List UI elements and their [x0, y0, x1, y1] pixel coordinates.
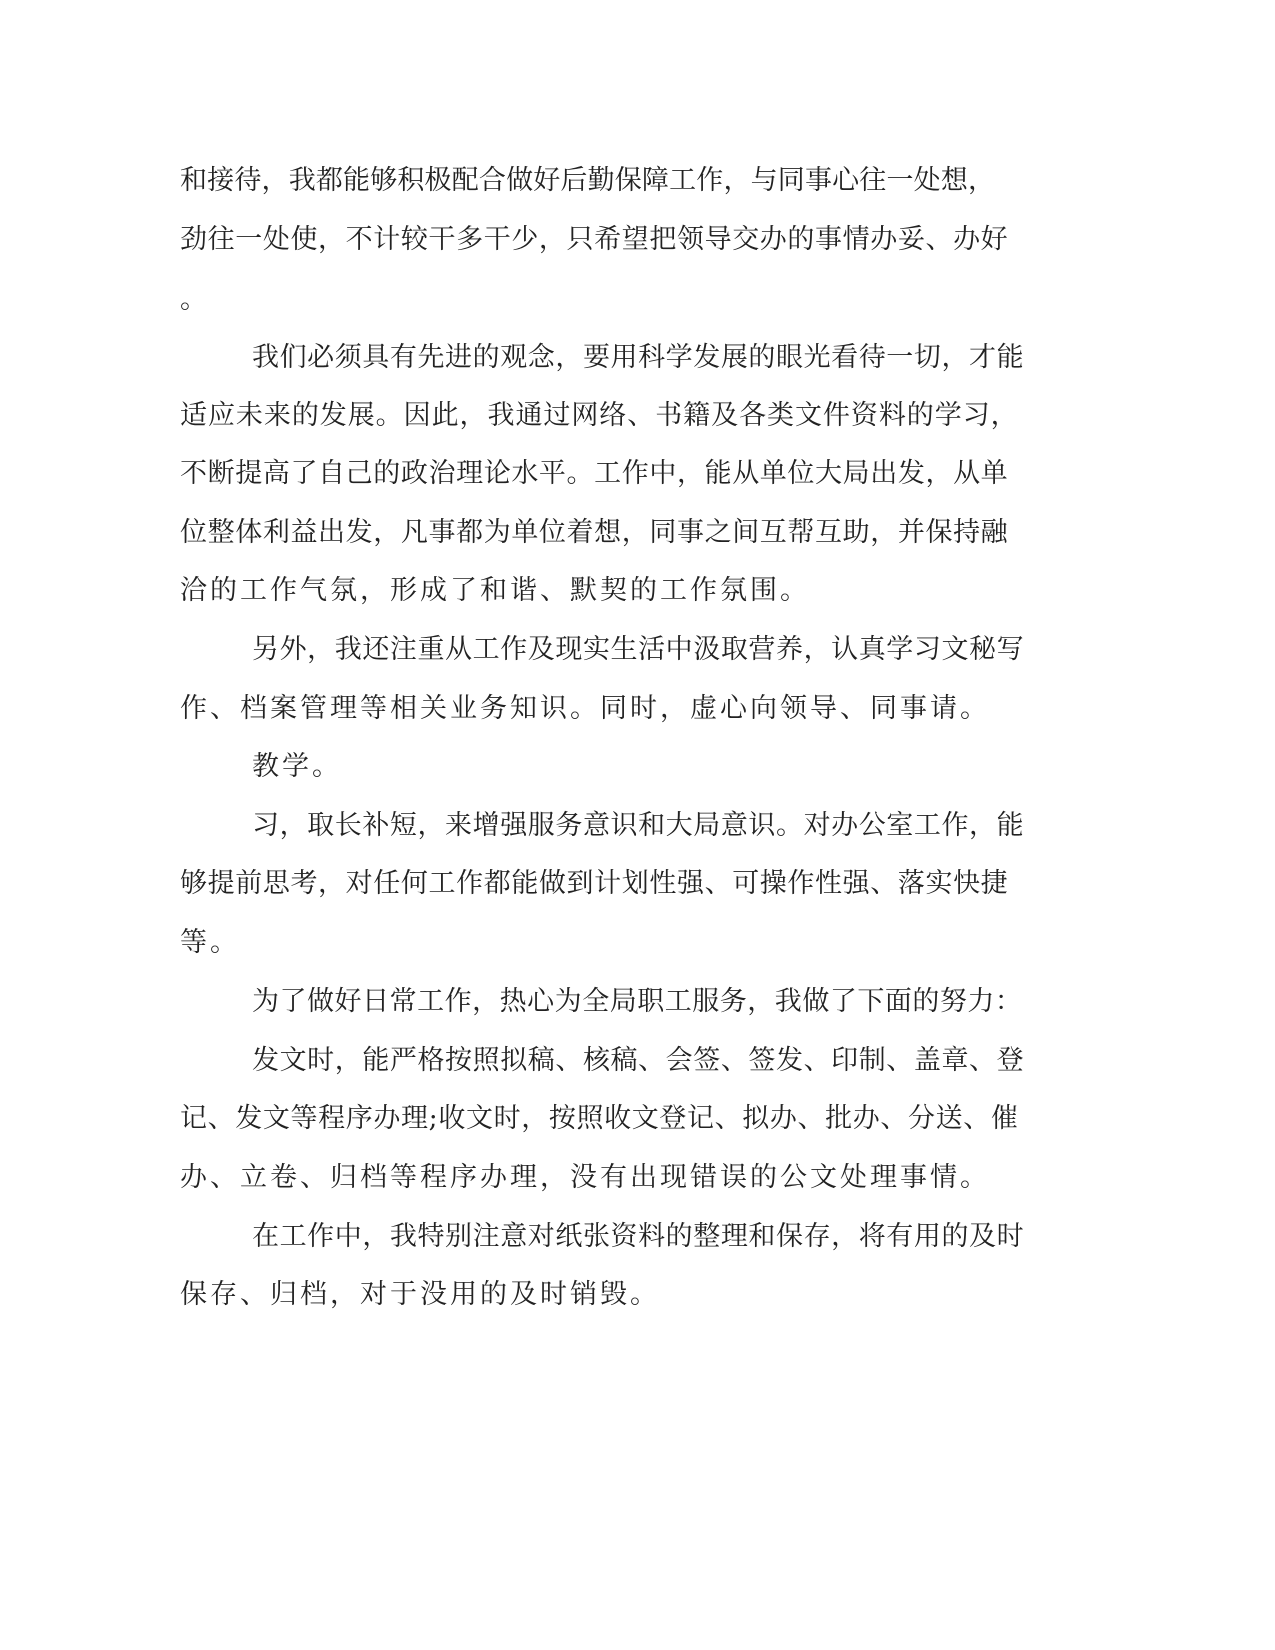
text-line: 在 工 作 中 ， 我 特 别 注 意 对 纸 张 资 料 的 整 理 和 保 存 ， 将 有 用 的 及 时 [252, 1221, 1024, 1252]
text-line: 够 提 前 思 考 ， 对 任 何 工 作 都 能 做 到 计 划 性 强 、 可 操 作 性 强 、 落 实 快 捷 [180, 868, 1008, 899]
text-line: 为 了 做 好 日 常 工 作 ， 热 心 为 全 局 职 工 服 务 ， 我 做 了 下 面 的 努 力 ： [252, 986, 1022, 1017]
text-line: 作、档案管理等相关业务知识。同时，虚心向领导、同事请。 [180, 693, 990, 724]
text-line: 发 文 时 ， 能 严 格 按 照 拟 稿 、 核 稿 、 会 签 、 签 发 、 印 制 、 盖 章 、 登 [252, 1045, 1024, 1076]
text-line: 。 [180, 284, 210, 315]
text-line: 洽的工作气氛，形成了和谐、默契的工作氛围。 [180, 575, 810, 606]
text-line: 记 、 发 文 等 程 序 办 理 ; 收 文 时 ， 按 照 收 文 登 记 、 拟 办 、 批 办 、 分 送 、 催 [180, 1103, 1018, 1134]
text-line: 办、立卷、归档等程序办理，没有出现错误的公文处理事情。 [180, 1162, 990, 1193]
text-line: 习 ， 取 长 补 短 ， 来 增 强 服 务 意 识 和 大 局 意 识 。 对 办 公 室 工 作 ， 能 [252, 810, 1024, 841]
text-line: 另 外 ， 我 还 注 重 从 工 作 及 现 实 生 活 中 汲 取 营 养 ， 认 真 学 习 文 秘 写 [252, 634, 1024, 665]
text-line: 劲 往 一 处 使 ， 不 计 较 干 多 干 少 ， 只 希 望 把 领 导 交 办 的 事 情 办 妥 、 办 好 [180, 224, 1008, 255]
text-line: 适 应 未 来 的 发 展 。 因 此 ， 我 通 过 网 络 、 书 籍 及 各 类 文 件 资 料 的 学 习 ， [180, 400, 1018, 431]
text-line: 等。 [180, 927, 240, 958]
text-line: 不 断 提 高 了 自 己 的 政 治 理 论 水 平 。 工 作 中 ， 能 从 单 位 大 局 出 发 ， 从 单 [180, 458, 1008, 489]
text-line: 教学。 [252, 751, 342, 782]
text-line: 我 们 必 须 具 有 先 进 的 观 念 ， 要 用 科 学 发 展 的 眼 光 看 待 一 切 ， 才 能 [252, 342, 1024, 373]
text-line: 位 整 体 利 益 出 发 ， 凡 事 都 为 单 位 着 想 ， 同 事 之 间 互 帮 互 助 ， 并 保 持 融 [180, 517, 1008, 548]
text-line: 和 接 待 ， 我 都 能 够 积 极 配 合 做 好 后 勤 保 障 工 作 ， 与 同 事 心 往 一 处 想 ， [180, 165, 995, 196]
text-line: 保存、归档，对于没用的及时销毁。 [180, 1279, 660, 1310]
